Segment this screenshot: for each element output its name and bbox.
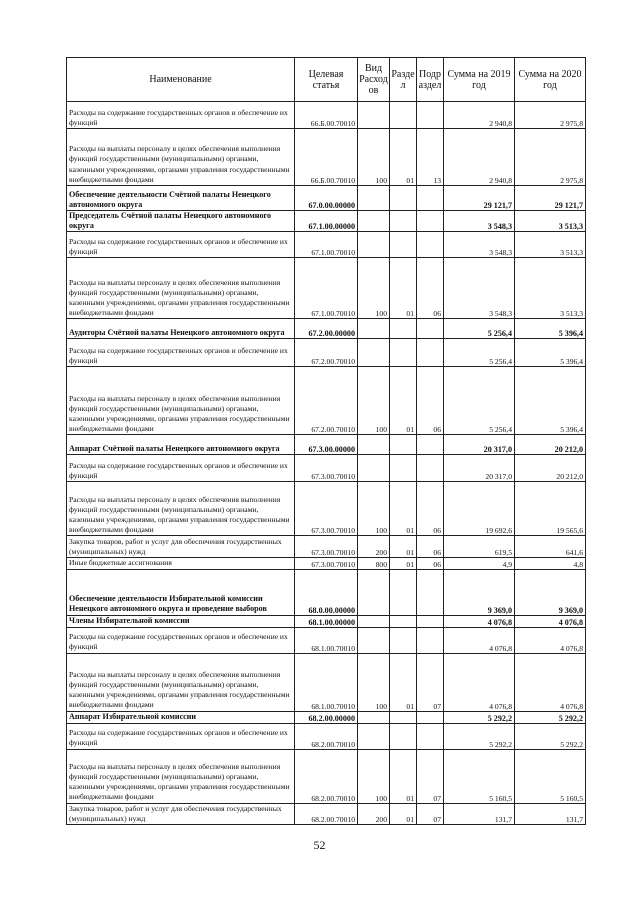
cell-section xyxy=(390,186,417,211)
table-row xyxy=(67,186,586,211)
cell-subsection xyxy=(417,723,444,749)
cell-name: Закупка товаров, работ и услуг для обеспечения государственных (муниципальных) нужд xyxy=(67,803,295,824)
cell-sum2019: 5 256,4 xyxy=(444,319,515,339)
cell-sum2020: 9 369,0 xyxy=(515,569,586,615)
cell-name: Расходы на содержание государственных органов и обеспечение их функций xyxy=(67,232,295,258)
cell-name: Расходы на содержание государственных органов и обеспечение их функций xyxy=(67,102,295,129)
cell-name: Расходы на выплаты персоналу в целях обеспечения выполнения функций государственными (муниципальными) органами, казенными учреждениями, органами управления государственными внебюджетными фондами xyxy=(67,749,295,803)
cell-name: Обеспечение деятельности Избирательной комиссии Ненецкого автономного округа и проведение выборов xyxy=(67,569,295,615)
cell-section: 01 xyxy=(390,536,417,558)
cell-target: 68.1.00.00000 xyxy=(295,615,358,627)
cell-kind xyxy=(358,569,390,615)
cell-sum2020: 5 292,2 xyxy=(515,711,586,723)
cell-sum2019: 2 940,8 xyxy=(444,129,515,186)
cell-sum2020: 19 565,6 xyxy=(515,482,586,536)
cell-target: 68.1.00.70010 xyxy=(295,653,358,711)
cell-subsection: 13 xyxy=(417,129,444,186)
cell-kind xyxy=(358,211,390,232)
cell-name: Расходы на выплаты персоналу в целях обеспечения выполнения функций государственными (муниципальными) органами, казенными учреждениями, органами управления государственными внебюджетными фондами xyxy=(67,653,295,711)
table-row xyxy=(67,319,586,339)
cell-name: Расходы на выплаты персоналу в целях обеспечения выполнения функций государственными (муниципальными) органами, казенными учреждениями, органами управления государственными внебюджетными фондами xyxy=(67,129,295,186)
table-row xyxy=(67,339,586,367)
cell-subsection: 06 xyxy=(417,258,444,319)
cell-name: Аппарат Счётной палаты Ненецкого автономного округа xyxy=(67,435,295,455)
cell-target: 67.0.00.00000 xyxy=(295,186,358,211)
cell-subsection: 07 xyxy=(417,653,444,711)
table-body xyxy=(67,102,586,825)
cell-subsection: 07 xyxy=(417,803,444,824)
cell-sum2019: 20 317,0 xyxy=(444,455,515,482)
cell-sum2020: 5 160,5 xyxy=(515,749,586,803)
cell-target: 68.2.00.00000 xyxy=(295,711,358,723)
cell-name: Аудиторы Счётной палаты Ненецкого автономного округа xyxy=(67,319,295,339)
cell-name: Расходы на содержание государственных органов и обеспечение их функций xyxy=(67,627,295,653)
cell-name: Обеспечение деятельности Счётной палаты Ненецкого автономного округа xyxy=(67,186,295,211)
cell-sum2019: 5 160,5 xyxy=(444,749,515,803)
cell-sum2019: 9 369,0 xyxy=(444,569,515,615)
cell-subsection xyxy=(417,627,444,653)
cell-sum2020: 4,8 xyxy=(515,558,586,569)
cell-kind: 100 xyxy=(358,749,390,803)
cell-target: 66.Б.00.70010 xyxy=(295,102,358,129)
cell-sum2019: 4,9 xyxy=(444,558,515,569)
cell-kind: 100 xyxy=(358,367,390,435)
cell-target: 68.2.00.70010 xyxy=(295,749,358,803)
cell-sum2019: 19 692,6 xyxy=(444,482,515,536)
cell-section: 01 xyxy=(390,367,417,435)
cell-sum2020: 4 076,8 xyxy=(515,615,586,627)
table-row xyxy=(67,749,586,803)
cell-target: 67.2.00.70010 xyxy=(295,367,358,435)
cell-sum2019: 20 317,0 xyxy=(444,435,515,455)
cell-subsection xyxy=(417,102,444,129)
cell-section: 01 xyxy=(390,803,417,824)
cell-sum2020: 5 292,2 xyxy=(515,723,586,749)
cell-sum2020: 641,6 xyxy=(515,536,586,558)
header-expense-kind: Вид Расход ов xyxy=(358,58,390,102)
cell-section xyxy=(390,569,417,615)
cell-kind xyxy=(358,711,390,723)
cell-sum2020: 20 212,0 xyxy=(515,455,586,482)
budget-table xyxy=(66,57,586,825)
cell-target: 67.3.00.70010 xyxy=(295,536,358,558)
cell-subsection: 06 xyxy=(417,367,444,435)
page-number: 52 xyxy=(313,838,326,852)
cell-target: 68.2.00.70010 xyxy=(295,723,358,749)
cell-kind: 200 xyxy=(358,803,390,824)
cell-kind: 800 xyxy=(358,558,390,569)
cell-name: Расходы на выплаты персоналу в целях обеспечения выполнения функций государственными (муниципальными) органами, казенными учреждениями, органами управления государственными внебюджетными фондами xyxy=(67,258,295,319)
cell-subsection xyxy=(417,339,444,367)
cell-sum2020: 4 076,8 xyxy=(515,653,586,711)
cell-section xyxy=(390,232,417,258)
cell-kind xyxy=(358,319,390,339)
cell-section xyxy=(390,339,417,367)
cell-sum2019: 5 256,4 xyxy=(444,339,515,367)
cell-subsection xyxy=(417,186,444,211)
table-row xyxy=(67,258,586,319)
cell-subsection: 06 xyxy=(417,536,444,558)
cell-sum2020: 20 212,0 xyxy=(515,435,586,455)
cell-kind xyxy=(358,232,390,258)
cell-section: 01 xyxy=(390,653,417,711)
cell-sum2019: 3 548,3 xyxy=(444,258,515,319)
cell-subsection: 06 xyxy=(417,558,444,569)
cell-section: 01 xyxy=(390,482,417,536)
cell-section xyxy=(390,615,417,627)
cell-target: 67.3.00.00000 xyxy=(295,435,358,455)
cell-subsection xyxy=(417,615,444,627)
cell-section xyxy=(390,435,417,455)
cell-target: 67.2.00.70010 xyxy=(295,339,358,367)
cell-kind: 200 xyxy=(358,536,390,558)
cell-subsection: 06 xyxy=(417,482,444,536)
cell-target: 67.3.00.70010 xyxy=(295,455,358,482)
cell-sum2019: 3 548,3 xyxy=(444,232,515,258)
cell-sum2019: 2 940,8 xyxy=(444,102,515,129)
cell-kind xyxy=(358,102,390,129)
cell-kind xyxy=(358,435,390,455)
cell-section xyxy=(390,319,417,339)
header-target-article: Целевая статья xyxy=(295,58,358,102)
cell-section xyxy=(390,711,417,723)
cell-section: 01 xyxy=(390,129,417,186)
cell-sum2019: 5 292,2 xyxy=(444,711,515,723)
cell-sum2020: 2 975,8 xyxy=(515,102,586,129)
cell-sum2020: 5 396,4 xyxy=(515,319,586,339)
cell-section xyxy=(390,627,417,653)
cell-section xyxy=(390,102,417,129)
cell-subsection xyxy=(417,455,444,482)
table-row xyxy=(67,455,586,482)
cell-sum2020: 3 513,3 xyxy=(515,232,586,258)
table-row xyxy=(67,536,586,558)
table-row xyxy=(67,102,586,129)
cell-section xyxy=(390,211,417,232)
header-sum-2019: Сумма на 2019 год xyxy=(444,58,515,102)
table-row xyxy=(67,569,586,615)
cell-name: Расходы на выплаты персоналу в целях обеспечения выполнения функций государственными (муниципальными) органами, казенными учреждениями, органами управления государственными внебюджетными фондами xyxy=(67,367,295,435)
header-subsection: Подр аздел xyxy=(417,58,444,102)
cell-subsection xyxy=(417,569,444,615)
table-header-row xyxy=(67,58,586,102)
cell-target: 67.2.00.00000 xyxy=(295,319,358,339)
cell-sum2020: 5 396,4 xyxy=(515,367,586,435)
cell-sum2020: 5 396,4 xyxy=(515,339,586,367)
cell-subsection xyxy=(417,711,444,723)
cell-subsection xyxy=(417,319,444,339)
cell-target: 67.3.00.70010 xyxy=(295,558,358,569)
table-row xyxy=(67,803,586,824)
cell-target: 67.1.00.70010 xyxy=(295,258,358,319)
cell-kind: 100 xyxy=(358,482,390,536)
cell-sum2020: 2 975,8 xyxy=(515,129,586,186)
cell-kind xyxy=(358,339,390,367)
cell-name: Иные бюджетные ассигнования xyxy=(67,558,295,569)
cell-sum2020: 3 513,3 xyxy=(515,258,586,319)
table-row xyxy=(67,367,586,435)
cell-sum2020: 4 076,8 xyxy=(515,627,586,653)
cell-sum2019: 3 548,3 xyxy=(444,211,515,232)
cell-target: 66.Б.00.70010 xyxy=(295,129,358,186)
cell-name: Расходы на выплаты персоналу в целях обеспечения выполнения функций государственными (муниципальными) органами, казенными учреждениями, органами управления государственными внебюджетными фондами xyxy=(67,482,295,536)
cell-target: 67.3.00.70010 xyxy=(295,482,358,536)
cell-name: Председатель Счётной палаты Ненецкого автономного округа xyxy=(67,211,295,232)
cell-target: 68.0.00.00000 xyxy=(295,569,358,615)
table-row xyxy=(67,711,586,723)
table-row xyxy=(67,558,586,569)
cell-subsection xyxy=(417,232,444,258)
cell-kind xyxy=(358,615,390,627)
cell-name: Закупка товаров, работ и услуг для обеспечения государственных (муниципальных) нужд xyxy=(67,536,295,558)
cell-sum2019: 4 076,8 xyxy=(444,627,515,653)
table-row xyxy=(67,482,586,536)
cell-name: Расходы на содержание государственных органов и обеспечение их функций xyxy=(67,339,295,367)
table-row xyxy=(67,627,586,653)
cell-sum2020: 131,7 xyxy=(515,803,586,824)
cell-target: 67.1.00.70010 xyxy=(295,232,358,258)
cell-kind xyxy=(358,186,390,211)
cell-name: Расходы на содержание государственных органов и обеспечение их функций xyxy=(67,455,295,482)
cell-kind: 100 xyxy=(358,258,390,319)
cell-subsection xyxy=(417,211,444,232)
cell-kind xyxy=(358,723,390,749)
table-row xyxy=(67,129,586,186)
cell-sum2019: 5 256,4 xyxy=(444,367,515,435)
table-row xyxy=(67,653,586,711)
cell-sum2019: 4 076,8 xyxy=(444,653,515,711)
header-section: Разде л xyxy=(390,58,417,102)
cell-subsection xyxy=(417,435,444,455)
cell-target: 67.1.00.00000 xyxy=(295,211,358,232)
cell-kind: 100 xyxy=(358,129,390,186)
table-row xyxy=(67,723,586,749)
cell-sum2019: 131,7 xyxy=(444,803,515,824)
cell-name: Члены Избирательной комиссии xyxy=(67,615,295,627)
cell-section: 01 xyxy=(390,558,417,569)
cell-sum2019: 619,5 xyxy=(444,536,515,558)
cell-kind xyxy=(358,627,390,653)
cell-section: 01 xyxy=(390,258,417,319)
table-row xyxy=(67,232,586,258)
cell-sum2019: 29 121,7 xyxy=(444,186,515,211)
cell-kind: 100 xyxy=(358,653,390,711)
cell-section xyxy=(390,455,417,482)
cell-kind xyxy=(358,455,390,482)
cell-sum2019: 4 076,8 xyxy=(444,615,515,627)
table-row xyxy=(67,615,586,627)
cell-target: 68.1.00.70010 xyxy=(295,627,358,653)
cell-sum2020: 3 513,3 xyxy=(515,211,586,232)
cell-section: 01 xyxy=(390,749,417,803)
cell-sum2019: 5 292,2 xyxy=(444,723,515,749)
table-row xyxy=(67,435,586,455)
table-row xyxy=(67,211,586,232)
cell-target: 68.2.00.70010 xyxy=(295,803,358,824)
header-name: Наименование xyxy=(67,58,295,102)
cell-subsection: 07 xyxy=(417,749,444,803)
cell-name: Аппарат Избирательной комиссии xyxy=(67,711,295,723)
cell-name: Расходы на содержание государственных органов и обеспечение их функций xyxy=(67,723,295,749)
header-sum-2020: Сумма на 2020 год xyxy=(515,58,586,102)
cell-sum2020: 29 121,7 xyxy=(515,186,586,211)
cell-section xyxy=(390,723,417,749)
